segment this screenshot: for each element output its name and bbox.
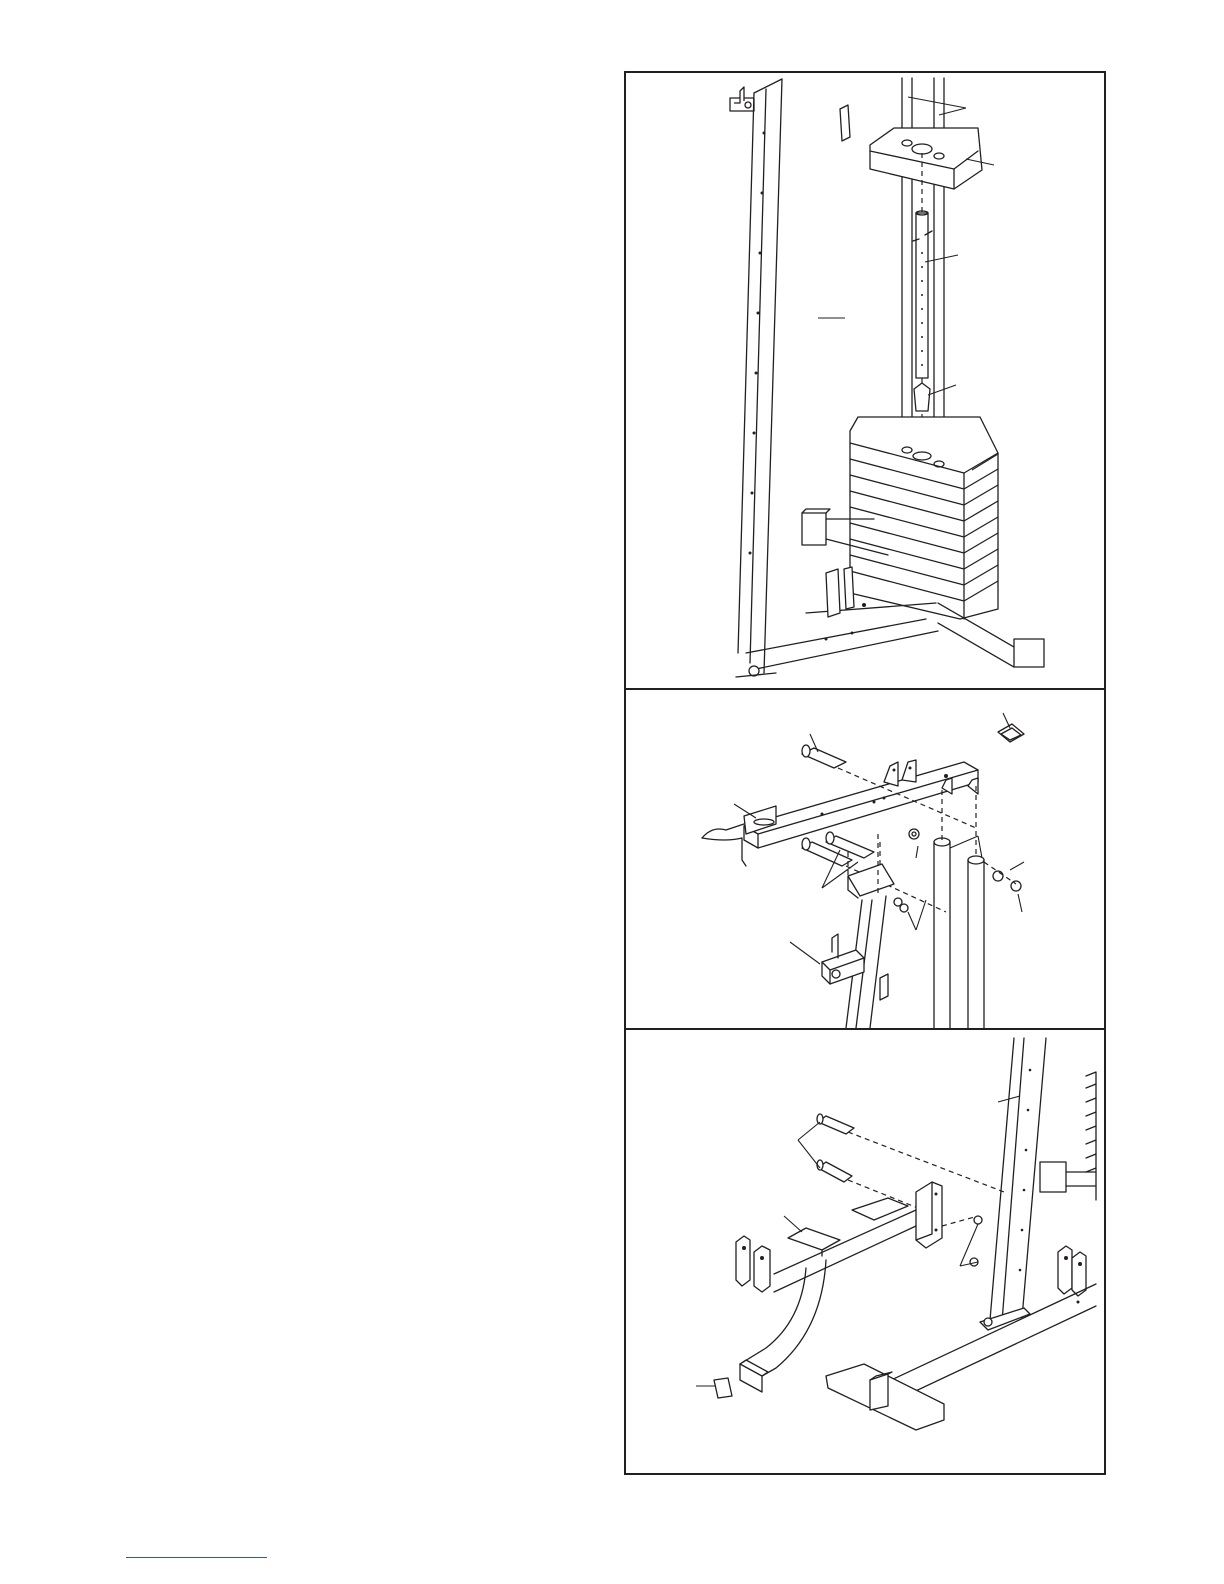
top-plate (870, 128, 994, 189)
rear-bracket (1058, 1246, 1086, 1296)
vertical-tubes (934, 786, 984, 1028)
front-crossbar (774, 1198, 916, 1292)
base-drawing (626, 1030, 1108, 1477)
assembly-figure-base (624, 1028, 1106, 1475)
end-cap (696, 1378, 732, 1398)
end-cap (998, 713, 1024, 742)
front-brackets (736, 1236, 770, 1292)
weight-plates (850, 417, 998, 619)
upright (980, 1038, 1046, 1330)
stack-edge (1040, 1072, 1096, 1200)
crossbar-drawing (626, 690, 1108, 1032)
footer-link-underline[interactable] (126, 1557, 267, 1558)
base-rails (826, 1284, 1096, 1430)
top-bracket (730, 87, 850, 141)
nuts (960, 1216, 982, 1266)
curved-leg (740, 1260, 826, 1392)
weight-stack-drawing (626, 73, 1108, 692)
assembly-figure-crossbar (624, 688, 1106, 1030)
mount-bracket (916, 1182, 942, 1248)
assembly-figure-weight-stack (624, 71, 1106, 690)
